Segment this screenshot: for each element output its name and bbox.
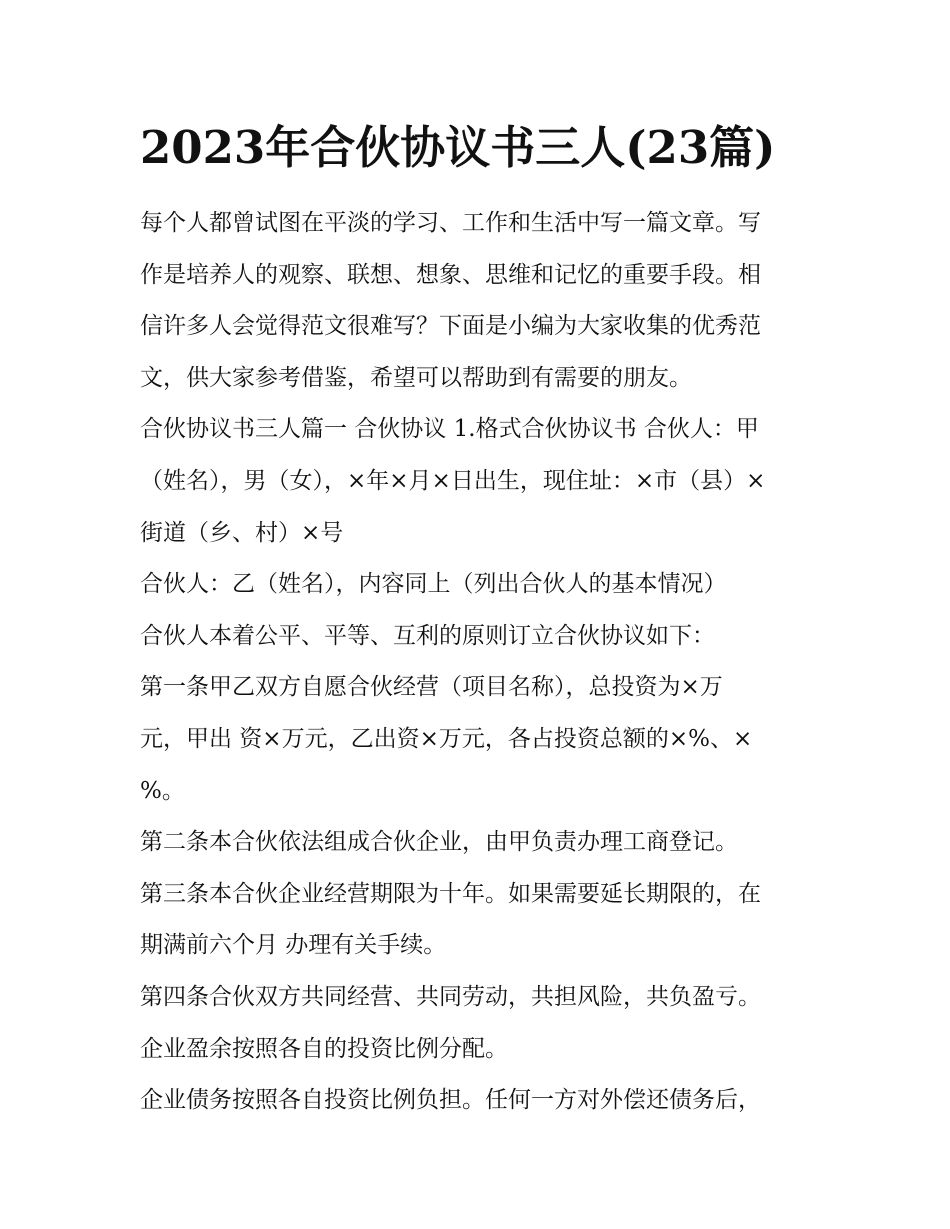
body-line: 企业债务按照各自投资比例负担。任何一方对外偿还债务后， <box>140 1087 761 1114</box>
document-title: 2023年合伙协议书三人(23篇) <box>140 121 776 174</box>
body-line: 第三条本合伙企业经营期限为十年。如果需要延长期限的，在 <box>140 880 761 907</box>
body-line: 作是培养人的观察、联想、想象、思维和记忆的重要手段。相 <box>140 261 761 288</box>
body-line: 文，供大家参考借鉴，希望可以帮助到有需要的朋友。 <box>140 364 692 391</box>
body-line: 合伙人本着公平、平等、互利的原则订立合伙协议如下： <box>140 622 715 649</box>
body-line: （姓名），男（女），×年×月×日出生，现住址：×市（县）× <box>140 467 766 494</box>
document-body <box>140 198 820 1127</box>
body-line: %。 <box>140 777 185 804</box>
body-line: 企业盈余按照各自的投资比例分配。 <box>140 1035 508 1062</box>
body-line: 第四条合伙双方共同经营、共同劳动，共担风险，共负盈亏。 <box>140 983 761 1010</box>
body-line: 信许多人会觉得范文很难写？下面是小编为大家收集的优秀范 <box>140 313 761 340</box>
body-line: 街道（乡、村）×号 <box>140 519 344 546</box>
body-line: 元，甲出 资×万元，乙出资×万元，各占投资总额的×%、× <box>140 725 753 752</box>
body-line: 第一条甲乙双方自愿合伙经营（项目名称），总投资为×万 <box>140 674 723 701</box>
body-line: 期满前六个月 办理有关手续。 <box>140 932 447 959</box>
body-line: 第二条本合伙依法组成合伙企业，由甲负责办理工商登记。 <box>140 829 738 856</box>
body-line: 每个人都曾试图在平淡的学习、工作和生活中写一篇文章。写 <box>140 210 761 236</box>
body-line: 合伙协议书三人篇一 合伙协议 1.格式合伙协议书 合伙人：甲 <box>140 416 759 443</box>
body-line: 合伙人：乙（姓名），内容同上（列出合伙人的基本情况） <box>140 571 727 598</box>
